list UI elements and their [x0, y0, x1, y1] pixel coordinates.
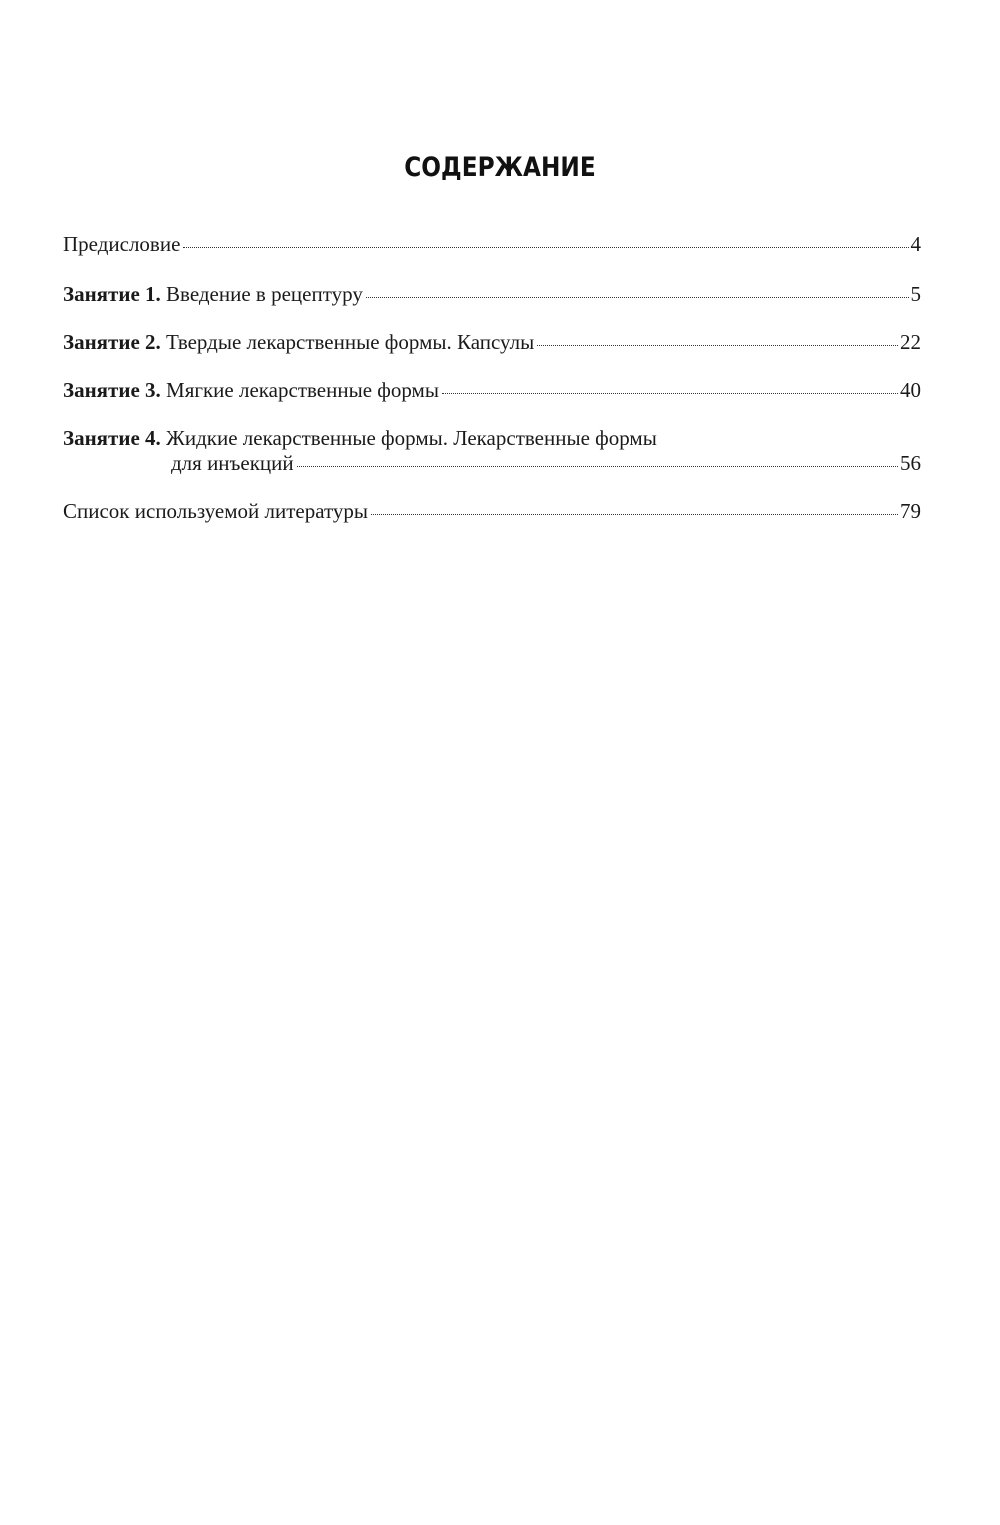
toc-entry-prefix: Занятие 4. [63, 426, 161, 450]
toc-page-number: 40 [900, 378, 921, 402]
dot-leader [183, 247, 908, 248]
toc-entry-prefix: Занятие 1. [63, 282, 161, 306]
table-of-contents [63, 232, 921, 524]
toc-entry-references[interactable] [63, 499, 921, 524]
toc-page-number: 5 [910, 282, 921, 306]
toc-entry-title: Введение в рецептуру [166, 282, 363, 306]
toc-page-number: 22 [900, 330, 921, 354]
toc-entry-lesson-3[interactable] [63, 378, 921, 403]
toc-entry-prefix: Занятие 3. [63, 378, 161, 402]
toc-page-number: 56 [900, 451, 921, 475]
page-title: СОДЕРЖАНИЕ [404, 152, 596, 183]
toc-entry-title: Жидкие лекарственные формы. Лекарственные формы [166, 426, 657, 450]
toc-entry-title: Список используемой литературы [63, 499, 369, 523]
dot-leader [297, 466, 898, 467]
toc-entry-lesson-4[interactable] [63, 426, 921, 476]
toc-entry-title-continued: для инъекций [171, 451, 294, 475]
toc-entry-preface[interactable] [63, 232, 921, 257]
toc-entry-lesson-2[interactable] [63, 330, 921, 355]
toc-entry-prefix: Занятие 2. [63, 330, 161, 354]
toc-page-number: 4 [910, 232, 921, 256]
dot-leader [371, 514, 898, 515]
toc-entry-lesson-1[interactable] [63, 282, 921, 307]
toc-entry-title: Предисловие [63, 232, 181, 256]
toc-entry-title: Твердые лекарственные формы. Капсулы [166, 330, 535, 354]
dot-leader [442, 393, 898, 394]
dot-leader [537, 345, 898, 346]
toc-page-number: 79 [900, 499, 921, 523]
dot-leader [366, 297, 909, 298]
toc-entry-title: Мягкие лекарственные формы [166, 378, 439, 402]
